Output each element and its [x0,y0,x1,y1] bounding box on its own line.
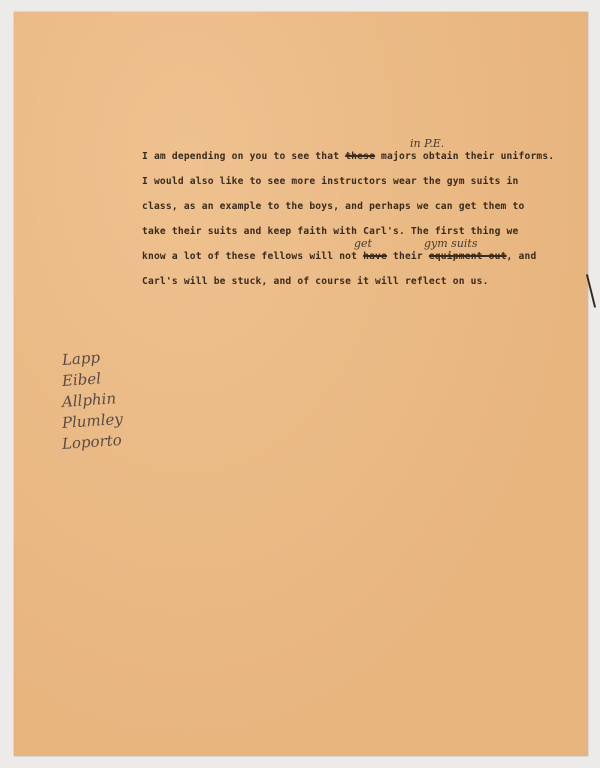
line1-text-start: I am depending on you to see that [142,151,346,162]
distribution-name: Plumley [61,409,124,432]
distribution-name: Loporto [61,430,123,453]
handwritten-distribution-list [62,350,123,455]
struck-word-have: have [363,251,388,262]
letter-line-2: I would also like to see more instructors wear the gym suits in [142,176,519,187]
struck-phrase-equipment-out: equipment out [428,251,507,262]
handwritten-insert-in-pe: in P.E. [410,137,445,150]
letter-line-6: Carl's will be stuck, and of course it will reflect on us. [142,276,489,287]
letter-line-4: take their suits and keep faith with Carl's. The first thing we [142,226,519,237]
line5-text-mid: their [387,251,429,262]
handwritten-insert-get: get [354,237,372,250]
letter-line-1 [142,151,554,162]
handwritten-insert-gym-suits: gym suits [424,237,478,250]
distribution-name: Lapp [61,348,101,369]
distribution-name: Allphin [61,389,117,411]
line1-text-end: majors obtain their uniforms. [375,151,555,162]
letter-line-5 [142,251,536,262]
distribution-name: Eibel [61,369,102,390]
struck-word-these: these [345,151,376,162]
line5-text-start: know a lot of these fellows will not [142,251,364,262]
line5-text-end: , and [506,251,537,262]
letter-line-3: class, as an example to the boys, and perhaps we can get them to [142,201,525,212]
margin-pencil-mark [586,274,596,307]
document-page [14,12,588,756]
